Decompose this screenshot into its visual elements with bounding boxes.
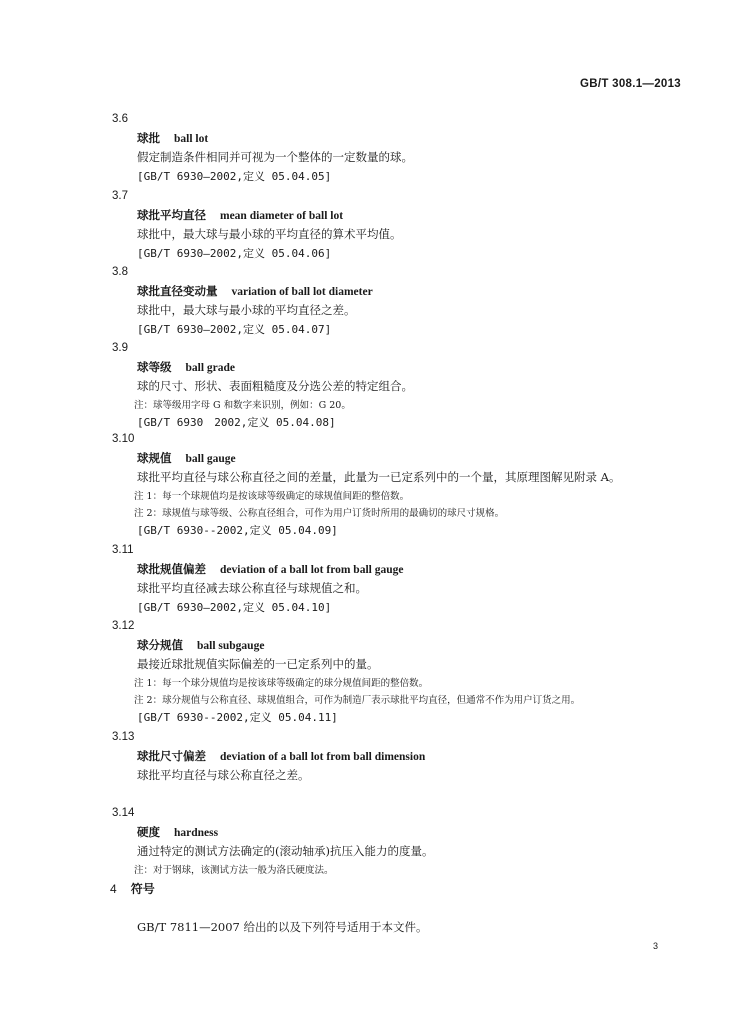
term-definition: 球的尺寸、形状、表面粗糙度及分选公差的特定组合。 (137, 379, 413, 393)
section-number: 4 (110, 882, 117, 896)
term-number: 3.8 (112, 266, 128, 278)
term-number: 3.10 (112, 433, 135, 445)
term-en: ball subgauge (197, 640, 265, 652)
standard-code: GB/T 308.1—2013 (579, 78, 681, 90)
term-heading (137, 562, 403, 578)
term-zh: 球批 (137, 131, 160, 145)
term-heading (137, 825, 218, 841)
term-note: 注 1：每一个球规值均是按该球等级确定的球规值间距的整倍数。 (134, 491, 410, 502)
term-en: mean diameter of ball lot (220, 210, 344, 222)
term-reference: [GB/T 6930—2002,定义 05.04.05] (137, 170, 332, 183)
term-heading (137, 284, 373, 300)
page-number: 3 (653, 941, 659, 951)
term-zh: 球规值 (137, 451, 172, 465)
term-definition: 球批平均直径减去球公称直径与球规值之和。 (137, 581, 367, 595)
term-number: 3.11 (112, 544, 134, 556)
term-heading (137, 131, 208, 147)
term-reference: [GB/T 6930—2002,定义 05.04.10] (137, 601, 332, 614)
term-en: ball grade (185, 362, 236, 374)
term-reference: [GB/T 6930--2002,定义 05.04.11] (137, 711, 338, 724)
term-reference: [GB/T 6930—2002,定义 05.04.07] (137, 323, 332, 336)
term-zh: 球等级 (137, 360, 172, 374)
term-heading (137, 208, 343, 224)
term-en: hardness (174, 827, 219, 839)
term-heading (137, 451, 236, 467)
term-zh: 球批平均直径 (137, 208, 206, 222)
term-number: 3.12 (112, 620, 135, 632)
term-number: 3.7 (112, 190, 128, 202)
term-reference: [GB/T 6930—2002,定义 05.04.06] (137, 247, 332, 260)
term-heading (137, 749, 425, 765)
term-en: deviation of a ball lot from ball dimension (220, 751, 426, 763)
term-number: 3.14 (112, 807, 135, 819)
term-definition: 假定制造条件相同并可视为一个整体的一定数量的球。 (137, 150, 413, 164)
term-zh: 球批直径变动量 (137, 284, 218, 298)
term-definition: 球批平均直径与球公称直径之差。 (137, 768, 310, 782)
term-definition: 球批中，最大球与最小球的平均直径之差。 (137, 303, 356, 317)
term-definition: 球批中，最大球与最小球的平均直径的算术平均值。 (137, 227, 402, 241)
term-en: ball gauge (185, 453, 236, 465)
term-zh: 球分规值 (137, 638, 183, 652)
term-note: 注 1：每一个球分规值均是按该球等级确定的球分规值间距的整倍数。 (134, 678, 429, 689)
term-note: 注 2：球规值与球等级、公称直径组合，可作为用户订货时所用的最确切的球尺寸规格。 (134, 508, 505, 519)
term-en: ball lot (174, 133, 209, 145)
term-number: 3.13 (112, 731, 135, 743)
term-note: 注：对于钢球，该测试方法一般为洛氏硬度法。 (134, 865, 334, 876)
section-title: 符号 (130, 882, 155, 896)
term-heading (137, 360, 235, 376)
section-paragraph: GB/T 7811—2007 给出的以及下列符号适用于本文件。 (137, 920, 428, 934)
term-reference: [GB/T 6930--2002,定义 05.04.09] (137, 524, 338, 537)
term-heading (137, 638, 264, 654)
term-note: 注：球等级用字母 G 和数字来识别，例如：G 20。 (134, 400, 351, 411)
term-reference: [GB/T 6930 2002,定义 05.04.08] (137, 416, 336, 429)
term-en: variation of ball lot diameter (231, 286, 373, 298)
term-definition: 通过特定的测试方法确定的(滚动轴承)抗压入能力的度量。 (137, 844, 434, 858)
term-definition: 最接近球批规值实际偏差的一已定系列中的量。 (137, 657, 379, 671)
term-number: 3.9 (112, 342, 128, 354)
term-zh: 球批尺寸偏差 (137, 749, 206, 763)
term-note: 注 2：球分规值与公称直径、球规值组合，可作为制造厂表示球批平均直径，但通常不作为用户订货之用。 (134, 695, 581, 706)
term-number: 3.6 (112, 113, 128, 125)
term-en: deviation of a ball lot from ball gauge (220, 564, 404, 576)
term-zh: 球批规值偏差 (137, 562, 206, 576)
term-definition: 球批平均直径与球公称直径之间的差量，此量为一已定系列中的一个量，其原理图解见附录 A。 (137, 470, 621, 484)
section-heading (110, 880, 155, 897)
term-zh: 硬度 (137, 825, 160, 839)
